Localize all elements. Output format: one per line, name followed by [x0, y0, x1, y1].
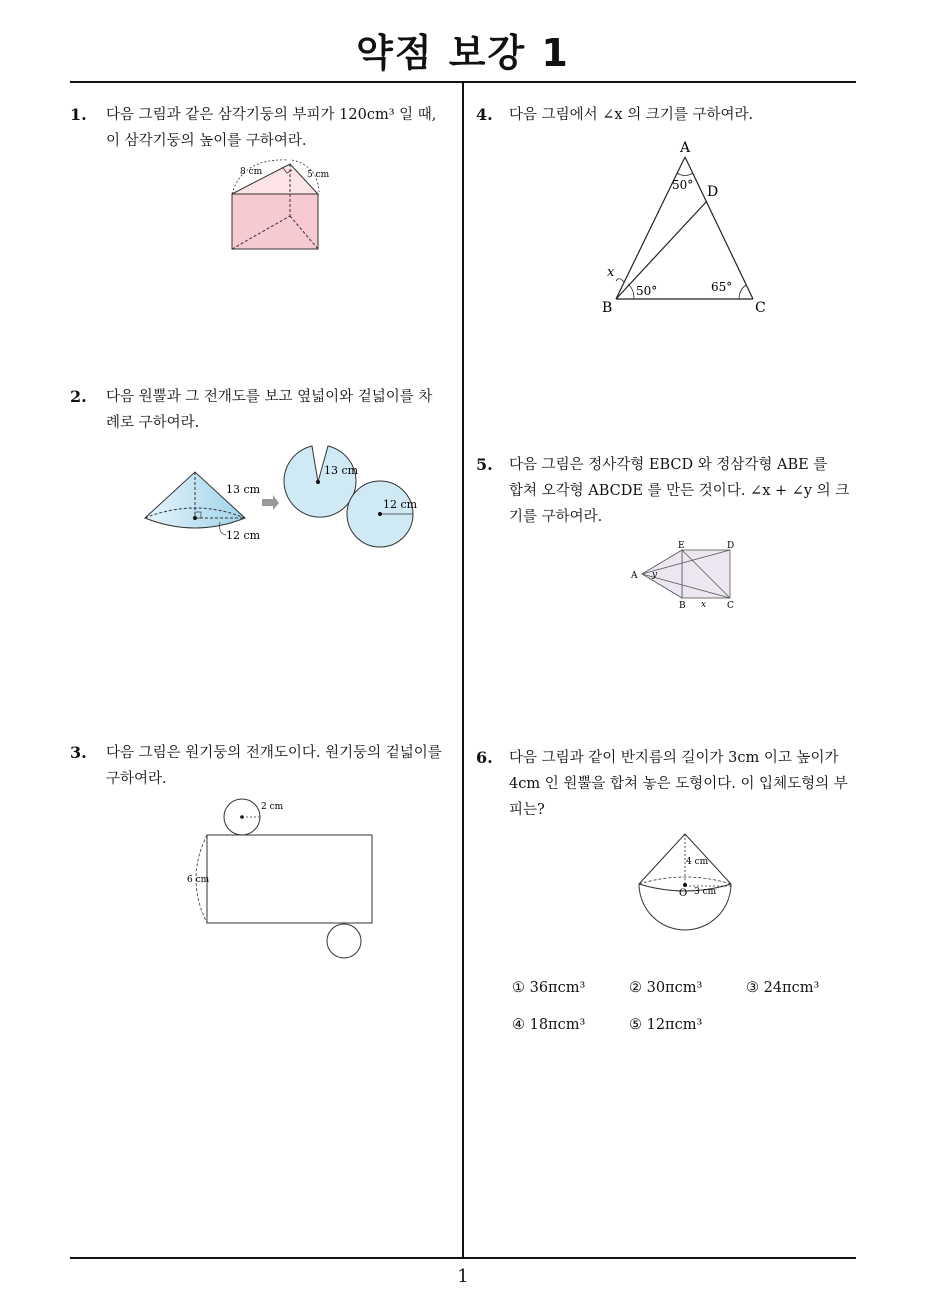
- question-number: 1.: [70, 105, 87, 124]
- label-5cm: 5 cm: [307, 170, 330, 180]
- question-number: 6.: [476, 748, 493, 767]
- label-height-6cm: 6 cm: [187, 875, 210, 885]
- label-height-4cm: 4 cm: [686, 857, 709, 867]
- answer-choice-5[interactable]: ⑤ 12πcm³: [629, 1017, 703, 1033]
- answer-choice-2[interactable]: ② 30πcm³: [629, 980, 703, 996]
- vertex-C: C: [755, 300, 766, 316]
- vertex-B: B: [602, 300, 613, 316]
- column-divider: [462, 83, 464, 1259]
- question-number: 4.: [476, 105, 493, 124]
- question-text-line: 다음 원뿔과 그 전개도를 보고 옆넓이와 겉넓이를 차: [106, 389, 433, 405]
- vertex-D: D: [707, 184, 719, 200]
- label-radius-3cm: 3 cm: [694, 887, 717, 897]
- cone-hemisphere-figure: [632, 828, 742, 938]
- pentagon-figure: [628, 538, 748, 618]
- angle-C-65: 65°: [711, 280, 733, 294]
- angle-x: x: [701, 600, 707, 610]
- page-title: 약점 보강 1: [356, 31, 570, 75]
- question-number: 2.: [70, 387, 87, 406]
- triangle-angle-figure: [598, 137, 778, 317]
- question-text-line: 다음 그림과 같이 반지름의 길이가 3cm 이고 높이가: [509, 750, 839, 766]
- question-number: 3.: [70, 743, 87, 762]
- vertex-B: B: [679, 601, 686, 611]
- cone-net-figure: [140, 438, 430, 553]
- vertex-A: A: [680, 140, 691, 156]
- answer-choice-4[interactable]: ④ 18πcm³: [512, 1017, 586, 1033]
- angle-y: y: [652, 570, 658, 580]
- center-O: O: [679, 888, 688, 899]
- label-radius-12cm: 12 cm: [226, 529, 261, 542]
- question-text-line: 합쳐 오각형 ABCDE 를 만든 것이다. ∠x + ∠y 의 크: [509, 483, 850, 499]
- angle-A-50: 50°: [672, 178, 694, 192]
- question-text-line: 다음 그림은 원기둥의 전개도이다. 원기둥의 겉넓이를: [106, 745, 442, 761]
- question-text-line: 4cm 인 원뿔을 합쳐 놓은 도형이다. 이 입체도형의 부: [509, 776, 848, 792]
- question-text-line: 다음 그림과 같은 삼각기둥의 부피가 120cm³ 일 때,: [106, 107, 437, 123]
- label-8cm: 8 cm: [240, 167, 263, 177]
- vertex-D: D: [727, 541, 735, 551]
- label-radius-2cm: 2 cm: [261, 802, 284, 812]
- question-text-line: 이 삼각기둥의 높이를 구하여라.: [106, 133, 307, 149]
- label-sector-13cm: 13 cm: [324, 464, 359, 477]
- question-text-line: 피는?: [509, 802, 545, 818]
- question-text-line: 구하여라.: [106, 771, 167, 787]
- angle-B-50: 50°: [636, 284, 658, 298]
- label-slant-13cm: 13 cm: [226, 483, 261, 496]
- angle-x: x: [607, 265, 615, 280]
- question-text-line: 다음 그림에서 ∠x 의 크기를 구하여라.: [509, 107, 754, 123]
- label-circle-12cm: 12 cm: [383, 498, 418, 511]
- answer-choice-1[interactable]: ① 36πcm³: [512, 980, 586, 996]
- vertex-E: E: [678, 541, 685, 551]
- cylinder-net-figure: [185, 796, 385, 964]
- page-number: 1: [457, 1266, 469, 1287]
- bottom-rule: [70, 1257, 856, 1259]
- question-text-line: 다음 그림은 정사각형 EBCD 와 정삼각형 ABE 를: [509, 457, 828, 473]
- vertex-C: C: [727, 601, 734, 611]
- answer-choice-3[interactable]: ③ 24πcm³: [746, 980, 820, 996]
- triangular-prism-figure: [222, 158, 332, 254]
- vertex-A: A: [631, 571, 638, 581]
- question-text-line: 기를 구하여라.: [509, 509, 603, 525]
- question-text-line: 례로 구하여라.: [106, 415, 200, 431]
- question-number: 5.: [476, 455, 493, 474]
